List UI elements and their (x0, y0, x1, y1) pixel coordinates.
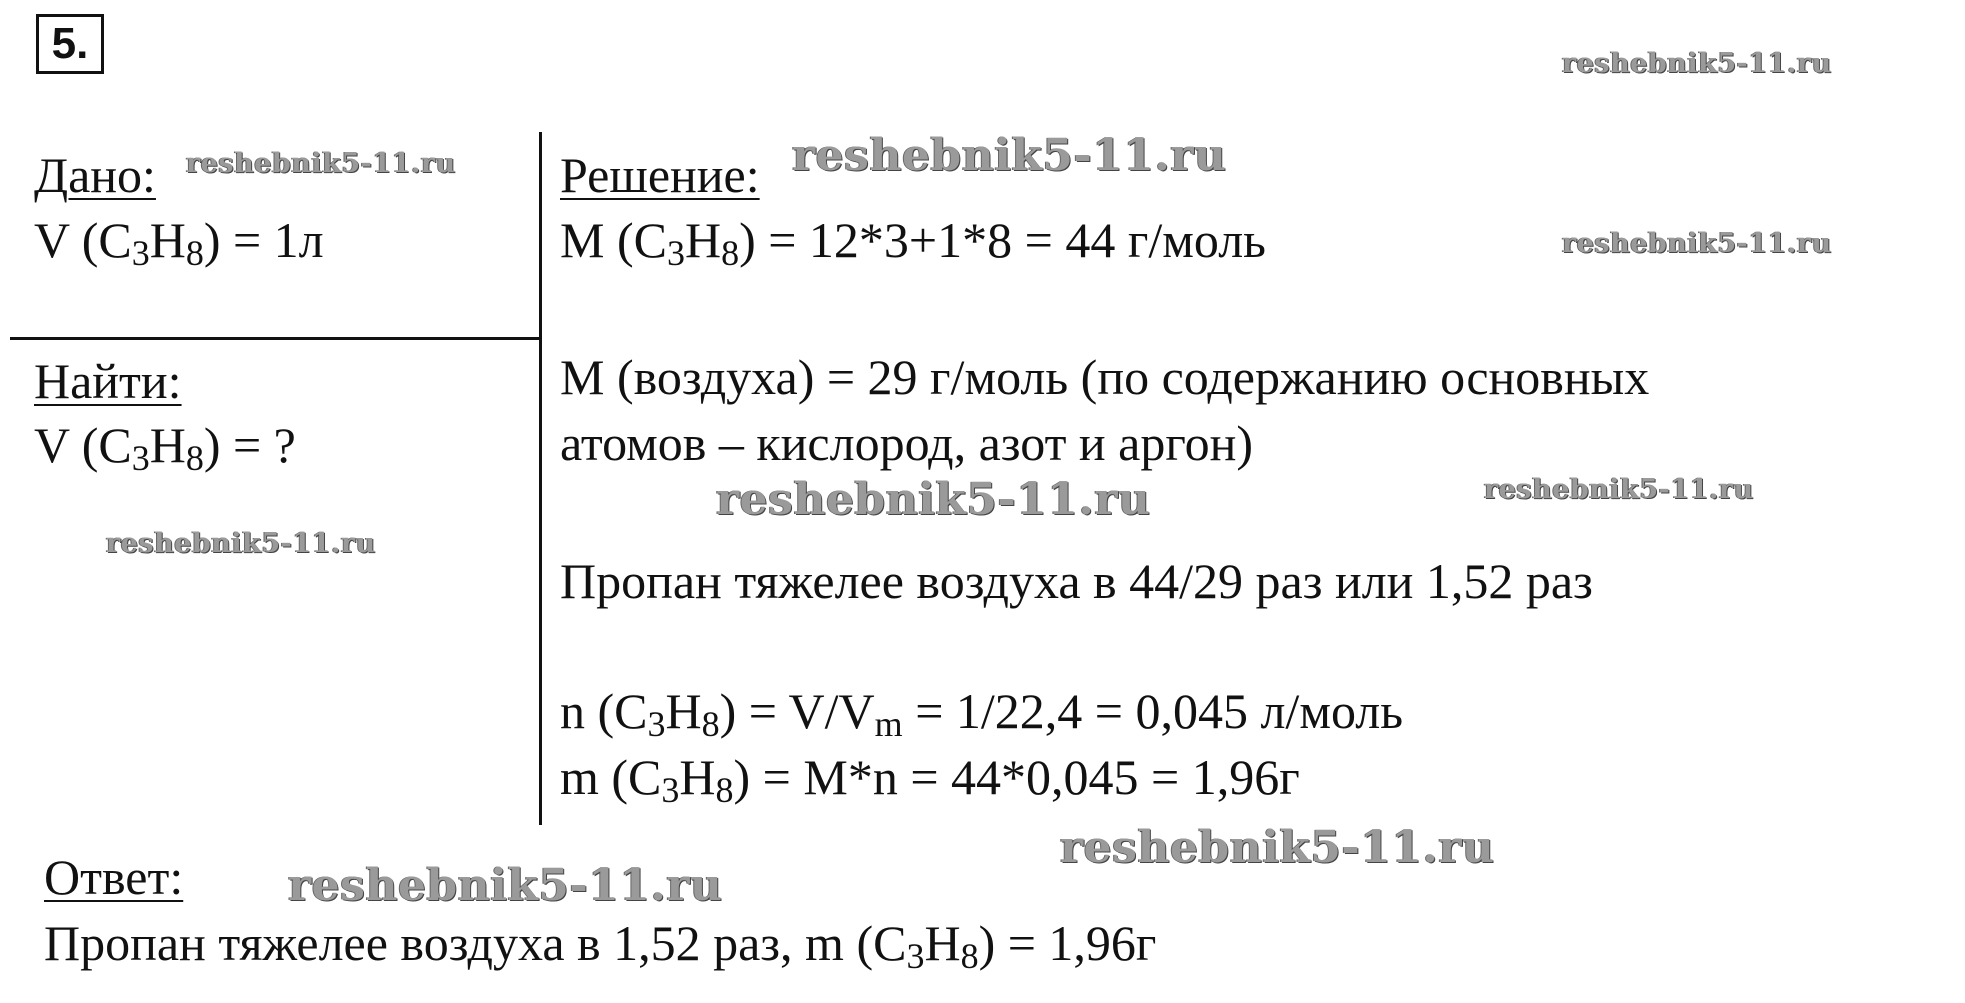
watermark: reshebnik5-11.ru (106, 528, 376, 559)
moles-line: n $(C_3H_8) = V/V_m = 1/22,4 = 0,045$ л/моль (560, 683, 1404, 744)
molar-mass-line: M $(C_3H_8) = 12*3+1*8 = 44$ г/моль (560, 212, 1266, 273)
horizontal-divider (10, 337, 541, 340)
watermark: reshebnik5-11.ru (792, 130, 1227, 181)
watermark: reshebnik5-11.ru (186, 148, 456, 179)
watermark: reshebnik5-11.ru (1484, 474, 1754, 505)
watermark: reshebnik5-11.ru (1060, 822, 1495, 873)
find-volume: V $(C_3H_8)$ = ? (34, 417, 296, 478)
mass-line: m $(C_3H_8) = M*n = 44*0,045 = 1,96г$ (560, 749, 1300, 810)
given-volume: V $(C_3H_8) = 1л$ (34, 212, 324, 273)
solution-heading: Решение: (560, 147, 760, 203)
vertical-divider (539, 132, 542, 825)
air-molar-mass-line: M (воздуха) = 29 г/моль (по содержанию основных (560, 349, 1650, 405)
watermark: reshebnik5-11.ru (1562, 228, 1832, 259)
answer-text: Пропан тяжелее воздуха в 1,52 раз, m $(C_3H_8) = 1,96г$ (44, 915, 1157, 976)
answer-heading: Ответ: (44, 849, 184, 905)
given-heading: Дано: (34, 147, 156, 203)
watermark: reshebnik5-11.ru (1562, 48, 1832, 79)
air-composition-line: атомов – кислород, азот и аргон) (560, 415, 1254, 471)
watermark: reshebnik5-11.ru (288, 860, 723, 911)
find-heading: Найти: (34, 353, 182, 409)
heavier-line: Пропан тяжелее воздуха в 44/29 раз или 1,52 раз (560, 553, 1593, 609)
watermark: reshebnik5-11.ru (716, 474, 1151, 525)
problem-number: 5. (36, 14, 104, 74)
